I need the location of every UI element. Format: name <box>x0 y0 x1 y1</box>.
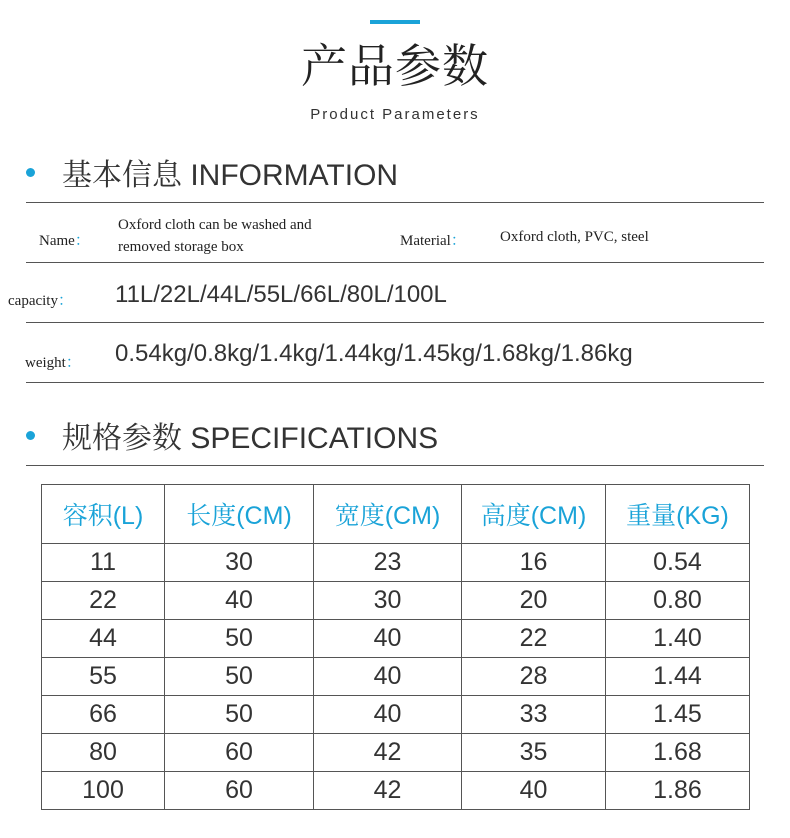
table-cell: 40 <box>165 582 314 620</box>
table-cell: 0.80 <box>606 582 750 620</box>
table-cell: 1.86 <box>606 772 750 810</box>
material-label: Material： <box>400 233 466 249</box>
table-row <box>42 620 750 658</box>
table-cell: 11 <box>42 544 165 582</box>
column-header: 高度(CM) <box>462 485 606 544</box>
table-cell: 50 <box>165 658 314 696</box>
table-row <box>42 772 750 810</box>
column-header: 宽度(CM) <box>314 485 462 544</box>
title-accent-bar <box>370 20 420 24</box>
information-section-header <box>26 152 398 192</box>
table-cell: 16 <box>462 544 606 582</box>
table-row <box>42 658 750 696</box>
table-cell: 20 <box>462 582 606 620</box>
table-cell: 42 <box>314 772 462 810</box>
table-cell: 50 <box>165 696 314 734</box>
bullet-dot-icon <box>26 431 35 440</box>
table-cell: 30 <box>314 582 462 620</box>
table-cell: 60 <box>165 734 314 772</box>
table-cell: 1.44 <box>606 658 750 696</box>
table-cell: 1.68 <box>606 734 750 772</box>
column-header: 长度(CM) <box>165 485 314 544</box>
table-cell: 40 <box>314 658 462 696</box>
table-cell: 0.54 <box>606 544 750 582</box>
table-cell: 22 <box>462 620 606 658</box>
table-cell: 35 <box>462 734 606 772</box>
table-cell: 100 <box>42 772 165 810</box>
table-header-row <box>42 485 750 544</box>
table-row <box>42 544 750 582</box>
capacity-value: 11L/22L/44L/55L/66L/80L/100L <box>115 281 447 308</box>
table-cell: 23 <box>314 544 462 582</box>
divider <box>26 465 764 466</box>
table-cell: 44 <box>42 620 165 658</box>
table-row <box>42 734 750 772</box>
table-cell: 22 <box>42 582 165 620</box>
specifications-section-header <box>26 415 438 455</box>
specifications-heading: 规格参数 SPECIFICATIONS <box>62 422 439 455</box>
page-title: 产品参数 <box>301 39 489 93</box>
material-value: Oxford cloth, PVC, steel <box>500 229 649 245</box>
table-cell: 33 <box>462 696 606 734</box>
bullet-dot-icon <box>26 168 35 177</box>
table-row <box>42 582 750 620</box>
specifications-table <box>41 484 750 810</box>
table-cell: 42 <box>314 734 462 772</box>
name-value: Oxford cloth can be washed and removed storage box <box>118 217 312 255</box>
table-cell: 80 <box>42 734 165 772</box>
divider <box>26 322 764 323</box>
table-cell: 50 <box>165 620 314 658</box>
page-subtitle: Product Parameters <box>310 106 480 123</box>
table-cell: 30 <box>165 544 314 582</box>
divider <box>26 202 764 203</box>
capacity-label: capacity： <box>8 293 73 309</box>
divider <box>26 262 764 263</box>
table-cell: 28 <box>462 658 606 696</box>
table-cell: 1.45 <box>606 696 750 734</box>
table-cell: 60 <box>165 772 314 810</box>
weight-value: 0.54kg/0.8kg/1.4kg/1.44kg/1.45kg/1.68kg/1.86kg <box>115 340 633 367</box>
column-header: 重量(KG) <box>606 485 750 544</box>
table-cell: 40 <box>314 696 462 734</box>
name-label: Name： <box>39 233 90 249</box>
table-row <box>42 696 750 734</box>
table-cell: 1.40 <box>606 620 750 658</box>
table-cell: 40 <box>314 620 462 658</box>
table-cell: 66 <box>42 696 165 734</box>
weight-label: weight： <box>25 355 81 371</box>
information-heading: 基本信息 INFORMATION <box>62 159 399 192</box>
table-cell: 40 <box>462 772 606 810</box>
table-cell: 55 <box>42 658 165 696</box>
divider <box>26 382 764 383</box>
column-header: 容积(L) <box>42 485 165 544</box>
